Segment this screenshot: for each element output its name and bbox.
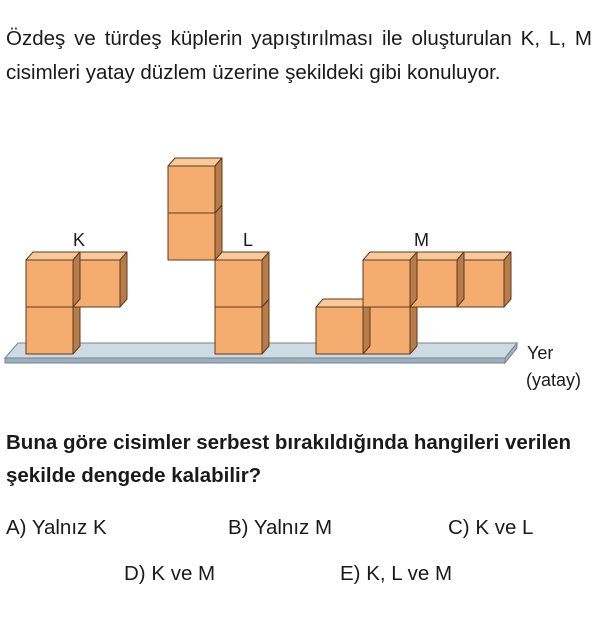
cube-k-top-left-top <box>26 252 80 260</box>
cube-l-1-side <box>262 299 269 354</box>
option-c[interactable]: C) K ve L <box>448 516 534 539</box>
cube-k-top-left-front <box>26 260 73 307</box>
cube-m-top-2-side <box>457 252 464 307</box>
question-prompt: Buna göre cisimler serbest bırakıldığında hangileri verilen şekilde dengede kalabilir? <box>6 431 572 487</box>
cube-l-1-front <box>215 307 262 354</box>
option-d[interactable]: D) K ve M <box>124 562 216 585</box>
ground-label: Yer <box>527 343 554 363</box>
cube-m-top-3-side <box>504 252 511 307</box>
cube-m-top-3-top <box>457 252 511 260</box>
cube-m-top-1-side <box>410 252 417 307</box>
cube-m-bottom-left-top <box>316 299 370 307</box>
cube-m-top-2-top <box>410 252 464 260</box>
cube-l-4-top <box>168 158 222 166</box>
cube-l-3-side <box>215 205 222 260</box>
cube-l-2-front <box>215 260 262 307</box>
cube-l-3-front <box>168 213 215 260</box>
cube-group <box>26 158 511 354</box>
ground-label-sub: (yatay) <box>526 370 582 390</box>
cube-k-bottom-front <box>26 307 73 354</box>
option-e[interactable]: E) K, L ve M <box>340 562 453 585</box>
cube-l-4-front <box>168 166 215 213</box>
cube-l-2-side <box>262 252 269 307</box>
option-a[interactable]: A) Yalnız K <box>6 516 107 539</box>
cubes-figure <box>0 150 602 400</box>
cube-l-2-top <box>215 252 269 260</box>
cube-k-top-right-side <box>120 252 127 307</box>
ground-front <box>5 358 505 363</box>
cube-k-top-left-side <box>73 252 80 307</box>
label-m: M <box>414 230 429 250</box>
cube-m-top-1-front <box>363 260 410 307</box>
option-b[interactable]: B) Yalnız M <box>228 516 333 539</box>
cube-k-top-right-top <box>73 252 127 260</box>
cube-m-bottom-left-front <box>316 307 363 354</box>
label-k: K <box>73 230 86 250</box>
label-l: L <box>243 230 254 250</box>
cube-l-4-side <box>215 158 222 213</box>
question-intro: Özdeş ve türdeş küplerin yapıştırılması ile oluşturulan K, L, M cisimleri yatay düzlem üzerine şekildeki gibi konuluyor. <box>6 27 592 84</box>
cube-m-top-1-top <box>363 252 417 260</box>
